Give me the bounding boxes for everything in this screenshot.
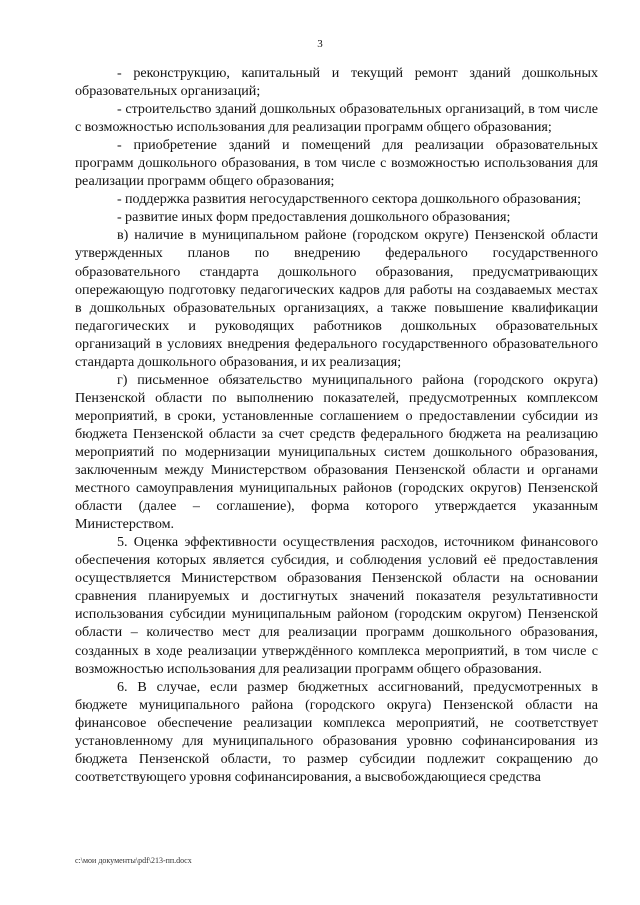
paragraph-section-5: 5. Оценка эффективности осуществления расходов, источником финансового обеспечения которых является субсидия, и соблюдения условий её предоставления осуществляется Министерством образования Пензенской области на основании сравнения планируемых и достигнутых значений показателя результативности использования субсидии муниципальным районом (городским округом) Пензенской области – количество мест для реализации программ дошкольного образования, созданных в ходе реализации утверждённого комплекса мероприятий, в том числе с возможностью использования для реализации программ общего образования. — [75, 534, 598, 677]
paragraph-private-sector: - поддержка развития негосударственного сектора дошкольного образования; — [117, 191, 582, 208]
paragraph-item-v: в) наличие в муниципальном районе (городском округе) Пензенской области утвержденных планов по внедрению федерального государственного образовательного стандарта дошкольного образования, предусматривающих опережающую подготовку педагогических кадров для работы на создаваемых местах в дошкольных образовательных организациях, а также повышение квалификации педагогических и руководящих работников дошкольных образовательных организаций в условиях внедрения федерального государственного образовательного стандарта дошкольного образования, и их реализация; — [75, 227, 598, 370]
paragraph-acquisition: - приобретение зданий и помещений для реализации образовательных программ дошкольного образования, в том числе с возможностью использования для реализации программ общего образования; — [75, 137, 598, 190]
document-body — [75, 64, 598, 786]
paragraph-item-g: г) письменное обязательство муниципального района (городского округа) Пензенской области по выполнению показателей, предусмотренных комплексом мероприятий, в сроки, установленные соглашением о предоставлении субсидии из бюджета Пензенской области за счет средств федерального бюджета на реализацию мероприятий по модернизации муниципальных систем дошкольного образования, заключенным между Министерством образования Пензенской области и органами местного самоуправления муниципальных районов (городских округов) Пензенской области (далее – соглашение), форма которого утверждается указанным Министерством. — [75, 371, 598, 533]
paragraph-section-6: 6. В случае, если размер бюджетных ассигнований, предусмотренных в бюджете муниципального района (городского округа) Пензенской области на финансовое обеспечение реализации комплекса мероприятий, не соответствует установленному для муниципального образования уровню софинансирования из бюджета Пензенской области, то размер субсидии подлежит сокращению до соответствующего уровня софинансирования, а высвобождающиеся средства — [75, 678, 598, 785]
page-number: 3 — [317, 38, 323, 50]
footer-file-path: c:\мои документы\pdf\213-пп.docx — [75, 856, 192, 865]
paragraph-other-forms: - развитие иных форм предоставления дошкольного образования; — [117, 209, 511, 226]
paragraph-reconstruction: - реконструкцию, капитальный и текущий ремонт зданий дошкольных образовательных организаций; — [75, 65, 598, 100]
paragraph-construction: - строительство зданий дошкольных образовательных организаций, в том числе с возможностью использования для реализации программ общего образования; — [75, 101, 598, 136]
